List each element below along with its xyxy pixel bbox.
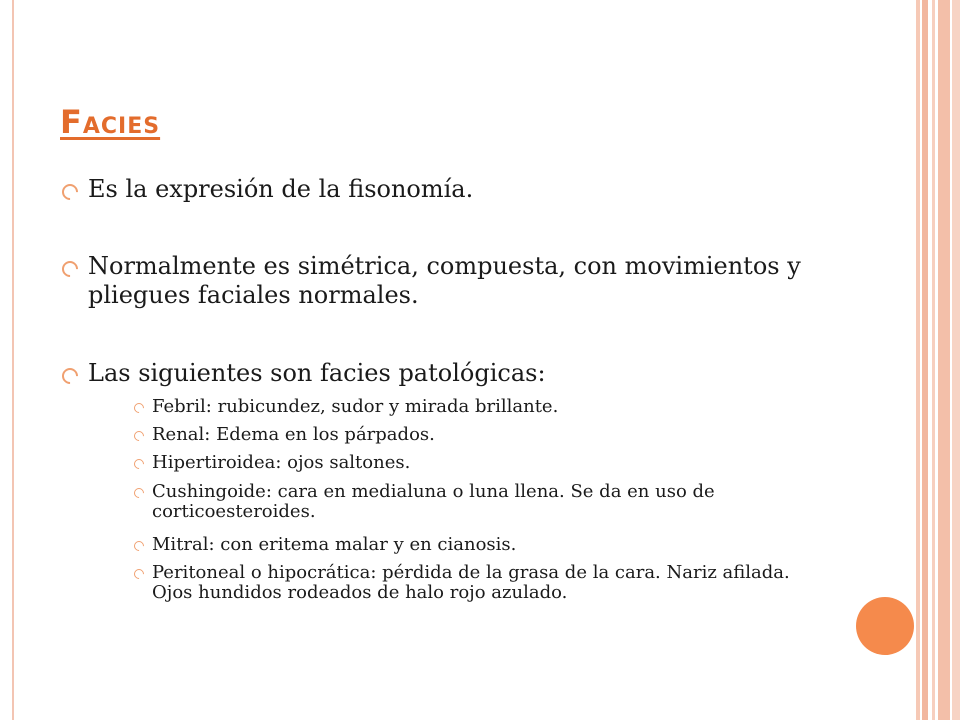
sub-bullet-item bbox=[134, 453, 824, 473]
sub-bullet-text: Renal: Edema en los párpados. bbox=[152, 424, 435, 445]
sub-bullet-icon bbox=[132, 457, 146, 471]
sub-bullet-text: Peritoneal o hipocrática: pérdida de la grasa de la cara. Nariz afilada. Ojos hundidos rodeados de halo rojo azulado. bbox=[152, 562, 790, 603]
bullet-item bbox=[62, 359, 832, 388]
sub-bullet-item bbox=[134, 397, 824, 417]
sub-bullet-text: Cushingoide: cara en medialuna o luna llena. Se da en uso de corticoesteroides. bbox=[152, 481, 715, 522]
sub-bullet-icon bbox=[132, 539, 146, 553]
bullet-item bbox=[62, 175, 832, 204]
sub-bullet-icon bbox=[132, 567, 146, 581]
slide-title: Facies bbox=[60, 103, 161, 141]
bullet-icon bbox=[59, 365, 82, 388]
stripe bbox=[938, 0, 950, 720]
bullet-text: Las siguientes son facies patológicas: bbox=[88, 359, 546, 387]
decorative-circle bbox=[856, 597, 914, 655]
sub-bullet-text: Mitral: con eritema malar y en cianosis. bbox=[152, 534, 517, 555]
sub-bullet-icon bbox=[132, 486, 146, 500]
stripe bbox=[952, 0, 960, 720]
left-border-line bbox=[12, 0, 14, 720]
bullet-icon bbox=[59, 181, 82, 204]
right-decorative-stripes bbox=[916, 0, 960, 720]
sub-bullet-text: Hipertiroidea: ojos saltones. bbox=[152, 452, 411, 473]
bullet-item bbox=[62, 252, 832, 310]
bullet-text: Es la expresión de la fisonomía. bbox=[88, 175, 474, 203]
sub-bullet-text: Febril: rubicundez, sudor y mirada brillante. bbox=[152, 396, 559, 417]
bullet-text: Normalmente es simétrica, compuesta, con movimientos y pliegues faciales normales. bbox=[88, 252, 801, 309]
stripe bbox=[932, 0, 935, 720]
stripe bbox=[922, 0, 928, 720]
sub-bullet-item bbox=[134, 535, 824, 555]
sub-bullet-item bbox=[134, 482, 824, 522]
sub-bullet-icon bbox=[132, 429, 146, 443]
sub-bullet-icon bbox=[132, 401, 146, 415]
bullet-icon bbox=[59, 258, 82, 281]
sub-bullet-item bbox=[134, 425, 824, 445]
sub-bullet-item bbox=[134, 563, 824, 603]
stripe bbox=[916, 0, 920, 720]
